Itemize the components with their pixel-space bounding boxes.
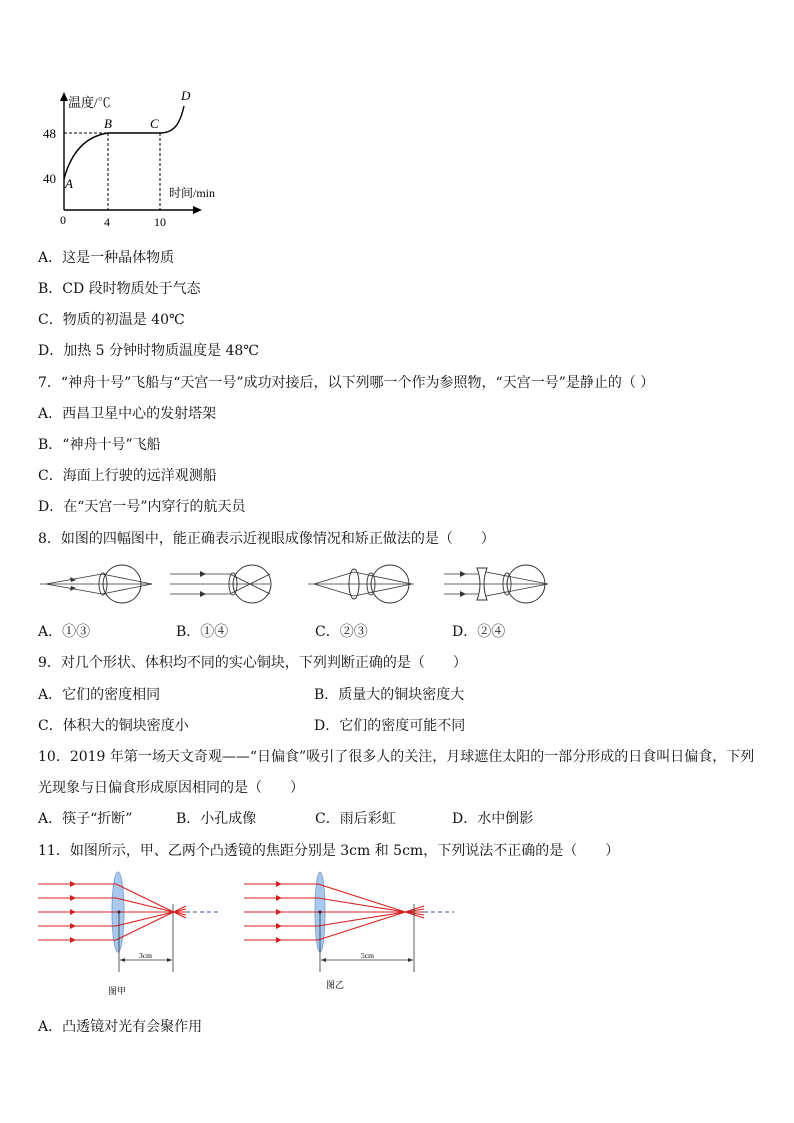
q8-option-c: C．②③ <box>315 624 368 640</box>
q7-option-d: D．在“天宫一号”内穿行的航天员 <box>38 499 246 515</box>
point-b-label: B <box>104 116 112 131</box>
y-tick-40: 40 <box>43 171 56 186</box>
q8-option-a: A．①③ <box>38 624 91 640</box>
q8-stem: 8．如图的四幅图中，能正确表示近视眼成像情况和矫正做法的是（ ） <box>38 531 495 547</box>
q6-option-d: D．加热 5 分钟时物质温度是 48℃ <box>38 343 259 359</box>
lens-figure-a <box>38 872 218 996</box>
q7-option-a: A．西昌卫星中心的发射塔架 <box>38 406 217 422</box>
q9-option-b: B．质量大的铜块密度大 <box>314 687 465 703</box>
q11-stem: 11．如图所示，甲、乙两个凸透镜的焦距分别是 3cm 和 5cm，下列说法不正确的是（ ） <box>38 843 620 859</box>
fig-b-caption: 图乙 <box>326 980 345 990</box>
temperature-time-graph <box>30 84 230 234</box>
eye-diagram-3 <box>308 565 414 603</box>
eye-diagrams <box>36 560 556 612</box>
point-d-label: D <box>181 88 191 103</box>
eye-diagram-1 <box>40 565 152 603</box>
q9-stem: 9．对几个形状、体积均不同的实心铜块，下列判断正确的是（ ） <box>38 655 467 671</box>
q10-option-d: D．水中倒影 <box>452 811 534 827</box>
lens-figure-b <box>244 872 454 990</box>
q9-option-c: C．体积大的铜块密度小 <box>38 718 189 734</box>
fig-a-focal-label: 3cm <box>139 951 152 960</box>
fig-b-focal-label: 5cm <box>361 951 374 960</box>
q8-option-b: B．①④ <box>176 624 229 640</box>
x-tick-10: 10 <box>154 215 166 229</box>
q7-option-b: B．“神舟十号”飞船 <box>38 437 161 453</box>
q11-option-a: A．凸透镜对光有会聚作用 <box>38 1019 203 1035</box>
q9-option-a: A．它们的密度相同 <box>38 687 161 703</box>
q7-stem: 7．“神舟十号”飞船与“天宫一号”成功对接后，以下列哪一个作为参照物，“天宫一号”是静止的（ ） <box>38 375 655 391</box>
eye-diagram-2 <box>170 565 271 603</box>
point-c-label: C <box>150 116 159 131</box>
lens-diagrams <box>36 868 466 1000</box>
q10-option-a: A．筷子“折断” <box>38 811 133 827</box>
point-a-label: A <box>65 176 73 191</box>
q10-stem-line1: 10．2019 年第一场天文奇观——“日偏食”吸引了很多人的关注，月球遮住太阳的一部分形成的日食叫日偏食，下列 <box>38 749 755 765</box>
x-axis-label: 时间/min <box>169 186 216 200</box>
q6-option-b: B．CD 段时物质处于气态 <box>38 281 201 297</box>
q7-option-c: C．海面上行驶的远洋观测船 <box>38 468 217 484</box>
q10-option-b: B．小孔成像 <box>176 811 257 827</box>
q9-option-d: D．它们的密度可能不同 <box>314 718 466 734</box>
q10-option-c: C．雨后彩虹 <box>315 811 396 827</box>
q10-stem-line2: 光现象与日偏食形成原因相同的是（ ） <box>38 780 304 796</box>
y-tick-48: 48 <box>43 126 56 141</box>
q6-option-c: C．物质的初温是 40℃ <box>38 312 185 328</box>
fig-a-caption: 图甲 <box>108 986 127 996</box>
x-tick-4: 4 <box>104 215 110 229</box>
x-tick-0: 0 <box>60 213 66 227</box>
q8-option-d: D．②④ <box>452 624 506 640</box>
q6-option-a: A．这是一种晶体物质 <box>38 250 175 266</box>
eye-diagram-4 <box>444 565 548 603</box>
y-axis-label: 温度/℃ <box>68 95 111 110</box>
